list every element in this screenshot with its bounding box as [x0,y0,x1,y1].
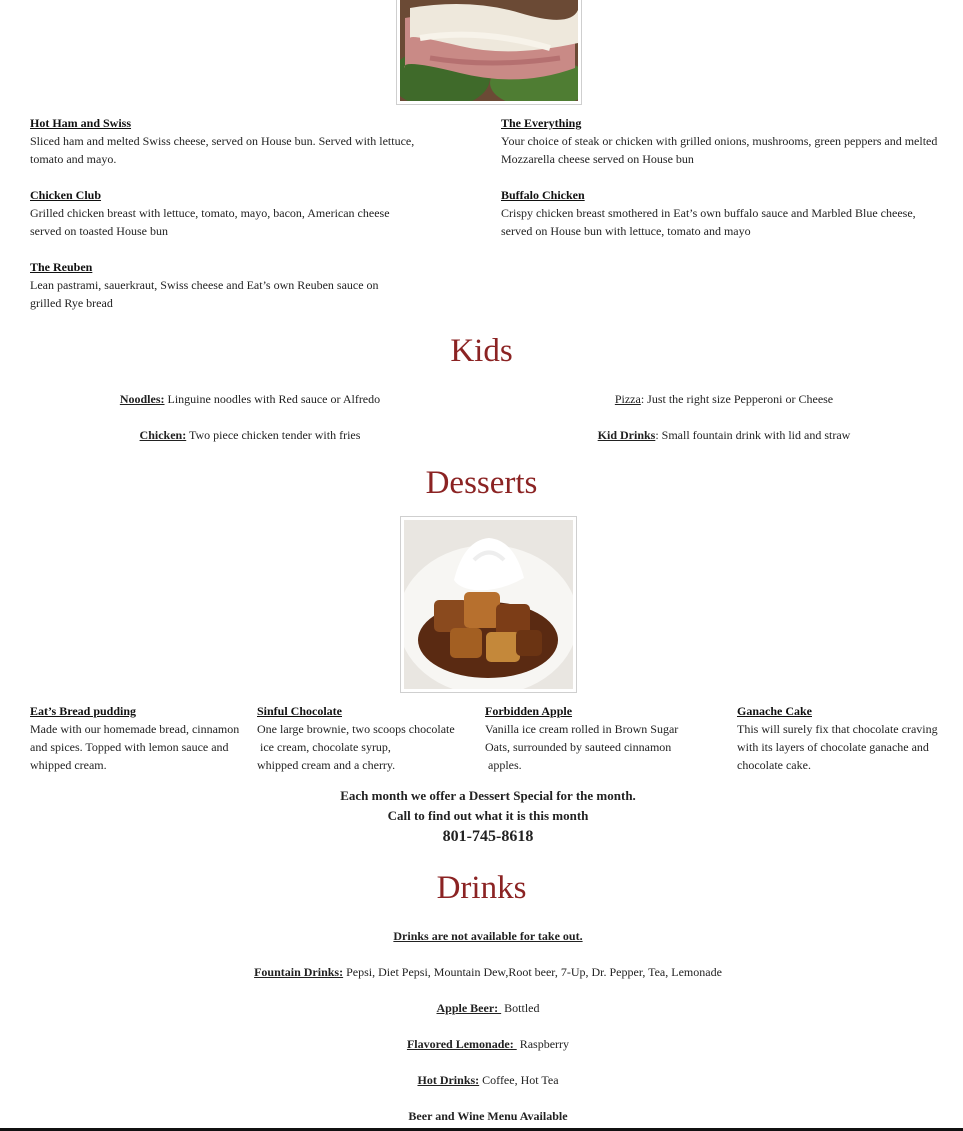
item-title: The Everything [501,116,582,130]
drinks-item-hot-drinks [0,1071,963,1089]
drinks-item-label: Hot Drinks: [417,1073,480,1087]
menu-item-the-everything [501,114,951,168]
kids-item-text: Linguine noodles with Red sauce or Alfredo [164,392,381,406]
menu-item-the-reuben [30,258,430,312]
kids-item-chicken [0,426,500,444]
drinks-heading: Drinks [436,870,527,906]
dessert-forbidden-apple [485,702,725,774]
item-desc-line: Lean pastrami, sauerkraut, Swiss cheese and Eat’s own Reuben sauce on [30,278,379,292]
beer-wine-notice: Beer and Wine Menu Available [408,1109,568,1123]
dessert-photo [400,516,577,693]
kids-item-label: Pizza [614,392,641,406]
item-title: Ganache Cake [737,704,812,718]
drinks-item-label: Apple Beer: [436,1001,502,1015]
kids-item-kid-drinks [474,426,963,444]
item-desc-line: grilled Rye bread [30,296,113,310]
item-desc-line: and spices. Topped with lemon sauce and [30,740,229,754]
item-title: Forbidden Apple [485,704,573,718]
kids-item-label: Noodles: [119,392,165,406]
sandwich-image [400,0,578,101]
item-title: Chicken Club [30,188,102,202]
drinks-item-label: Flavored Lemonade: [406,1037,517,1051]
item-desc-line: chocolate cake. [737,758,811,772]
item-desc-line: whipped cream and a cherry. [257,758,396,772]
dessert-bread-pudding [30,702,255,774]
kids-item-text: Two piece chicken tender with fries [186,428,361,442]
kids-item-label: Kid Drinks [597,428,656,442]
dessert-ganache-cake [737,702,957,774]
drinks-item-text: Raspberry [516,1037,570,1051]
item-desc-line: apples. [485,758,522,772]
item-title: Eat’s Bread pudding [30,704,137,718]
drinks-item-label: Fountain Drinks: [254,965,344,979]
phone-number[interactable]: 801-745-8618 [442,828,534,845]
dessert-special-line-1: Each month we offer a Dessert Special for the month. [340,788,636,803]
item-desc-line: Sliced ham and melted Swiss cheese, served on House bun. Served with lettuce, [30,134,415,148]
item-title: The Reuben [30,260,93,274]
item-desc-line: tomato and mayo. [30,152,117,166]
item-title: Sinful Chocolate [257,704,343,718]
item-desc-line: with its layers of chocolate ganache and [737,740,929,754]
item-title: Hot Ham and Swiss [30,116,132,130]
item-desc-line: Your choice of steak or chicken with grilled onions, mushrooms, green peppers and melted [501,134,938,148]
item-desc-line: Vanilla ice cream rolled in Brown Sugar [485,722,679,736]
kids-heading: Kids [450,333,513,369]
menu-item-buffalo-chicken [501,186,951,240]
dessert-special-line-2: Call to find out what it is this month [387,808,589,823]
item-desc-line: Made with our homemade bread, cinnamon [30,722,240,736]
drinks-item-fountain [0,963,963,981]
item-desc-line: Mozzarella cheese served on House bun [501,152,694,166]
kids-item-noodles [0,390,500,408]
kids-item-pizza [474,390,963,408]
kids-item-text: : Just the right size Pepperoni or Cheese [640,392,834,406]
menu-item-chicken-club [30,186,430,240]
drinks-item-text: Bottled [501,1001,540,1015]
kids-item-text: : Small fountain drink with lid and straw [655,428,851,442]
item-desc-line: served on House bun with lettuce, tomato and mayo [501,224,751,238]
drinks-item-text: Coffee, Hot Tea [479,1073,559,1087]
dessert-sinful-chocolate [257,702,482,774]
item-desc-line: This will surely fix that chocolate craving [737,722,938,736]
item-desc-line: One large brownie, two scoops chocolate [257,722,455,736]
drinks-notice: Drinks are not available for take out. [393,929,583,943]
desserts-heading: Desserts [425,465,538,501]
menu-item-hot-ham-swiss [30,114,430,168]
item-desc-line: served on toasted House bun [30,224,168,238]
item-desc-line: Oats, surrounded by sauteed cinnamon [485,740,672,754]
item-desc-line: ice cream, chocolate syrup, [257,740,391,754]
drinks-item-text: Pepsi, Diet Pepsi, Mountain Dew,Root beer, 7-Up, Dr. Pepper, Tea, Lemonade [343,965,722,979]
dessert-image [404,520,573,689]
item-title: Buffalo Chicken [501,188,585,202]
sandwich-photo [396,0,582,105]
kids-item-label: Chicken: [139,428,187,442]
drinks-item-apple-beer [0,999,963,1017]
item-desc-line: whipped cream. [30,758,107,772]
item-desc-line: Crispy chicken breast smothered in Eat’s own buffalo sauce and Marbled Blue cheese, [501,206,916,220]
item-desc-line: Grilled chicken breast with lettuce, tomato, mayo, bacon, American cheese [30,206,390,220]
drinks-item-flavored-lemonade [0,1035,963,1053]
